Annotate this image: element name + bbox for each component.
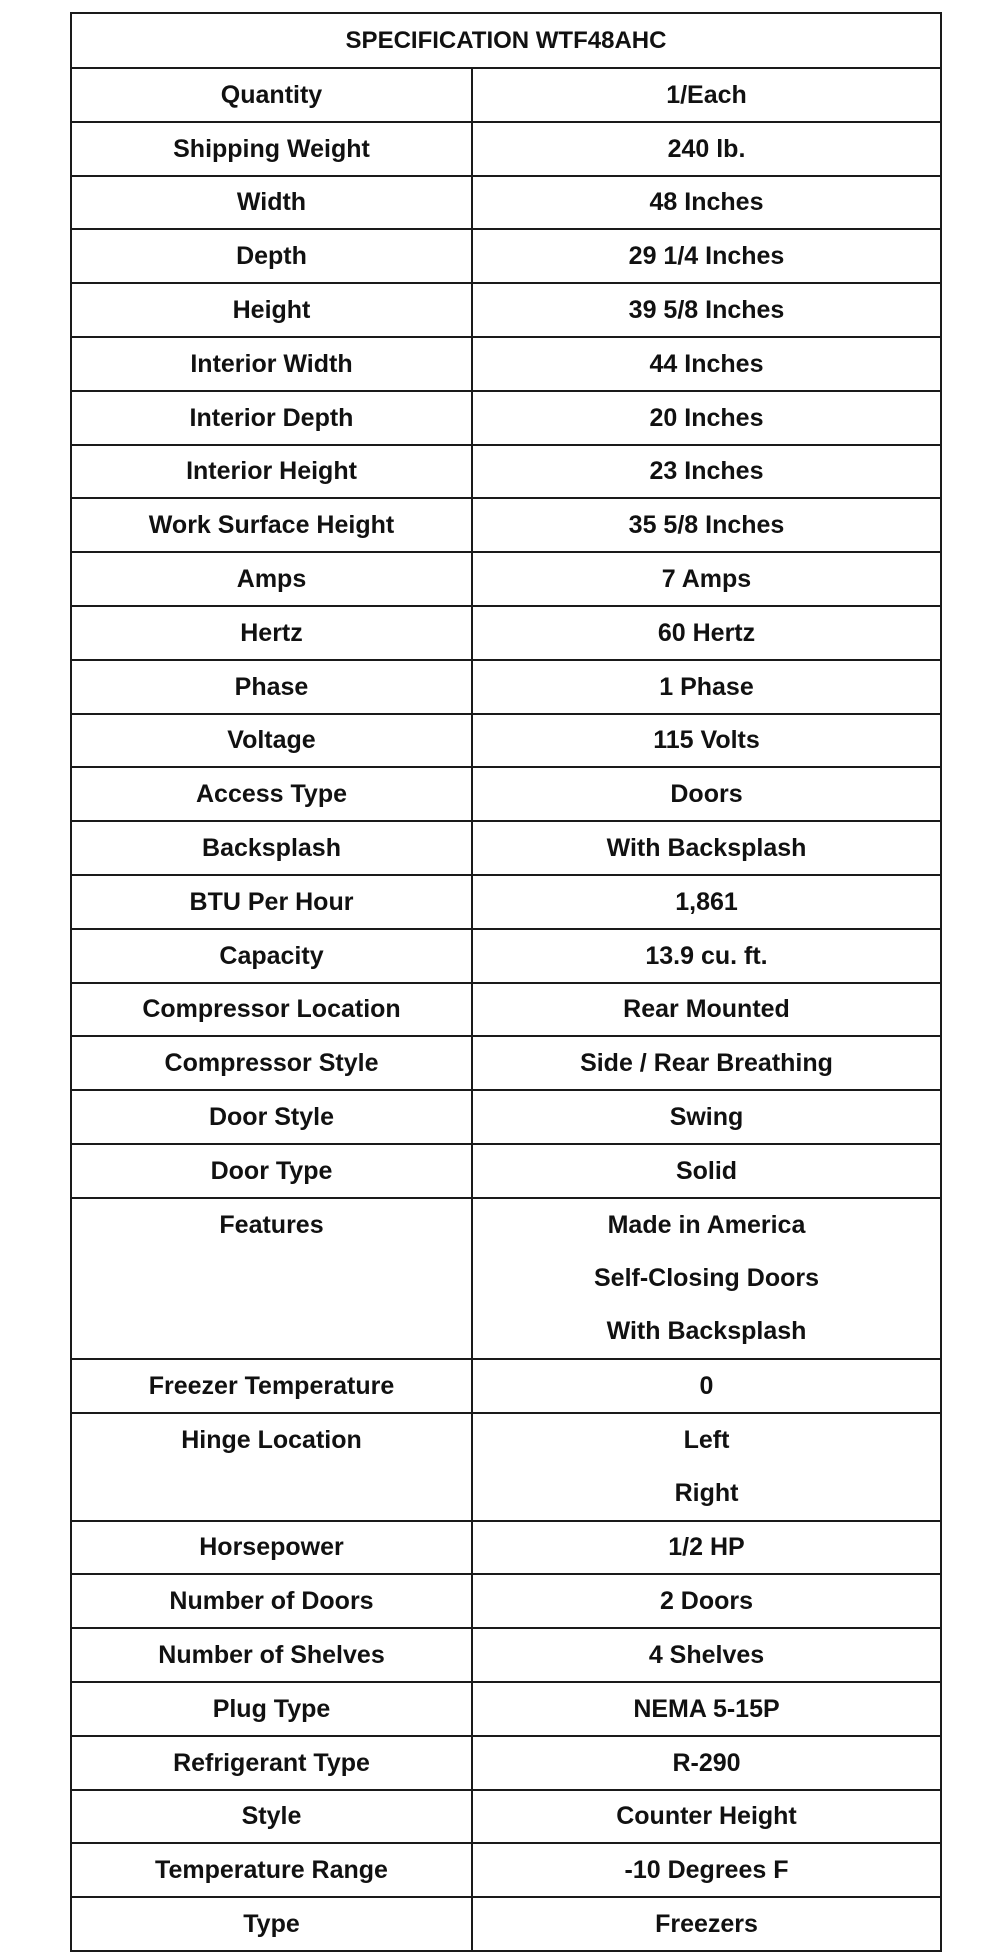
table-row	[71, 875, 941, 929]
spec-label: Depth	[71, 229, 472, 283]
table-title: SPECIFICATION WTF48AHC	[71, 13, 941, 68]
spec-value: 20 Inches	[472, 391, 941, 445]
table-row	[71, 1144, 941, 1198]
spec-value: 23 Inches	[472, 445, 941, 499]
spec-value: 44 Inches	[472, 337, 941, 391]
spec-label: Hinge Location	[71, 1413, 472, 1521]
table-header-row	[71, 13, 941, 68]
spec-value: Solid	[472, 1144, 941, 1198]
spec-value: Rear Mounted	[472, 983, 941, 1037]
spec-value: 1 Phase	[472, 660, 941, 714]
specification-table	[70, 12, 942, 1952]
spec-label: Interior Height	[71, 445, 472, 499]
spec-label: Horsepower	[71, 1521, 472, 1575]
table-row	[71, 660, 941, 714]
table-row	[71, 1574, 941, 1628]
spec-label: Type	[71, 1897, 472, 1951]
spec-value: 1/Each	[472, 68, 941, 122]
table-row	[71, 1628, 941, 1682]
table-row	[71, 1843, 941, 1897]
spec-label: Plug Type	[71, 1682, 472, 1736]
table-row	[71, 983, 941, 1037]
spec-value: 240 lb.	[472, 122, 941, 176]
table-row	[71, 1359, 941, 1413]
spec-label: Features	[71, 1198, 472, 1359]
spec-value: 1,861	[472, 875, 941, 929]
spec-label: Temperature Range	[71, 1843, 472, 1897]
table-row	[71, 498, 941, 552]
spec-value: 48 Inches	[472, 176, 941, 230]
spec-value: 35 5/8 Inches	[472, 498, 941, 552]
table-row	[71, 176, 941, 230]
spec-label: BTU Per Hour	[71, 875, 472, 929]
spec-label: Compressor Location	[71, 983, 472, 1037]
spec-value: 0	[472, 1359, 941, 1413]
spec-value: Side / Rear Breathing	[472, 1036, 941, 1090]
table-row	[71, 821, 941, 875]
table-row	[71, 1036, 941, 1090]
spec-label: Refrigerant Type	[71, 1736, 472, 1790]
spec-value: Swing	[472, 1090, 941, 1144]
spec-label: Height	[71, 283, 472, 337]
spec-label: Number of Shelves	[71, 1628, 472, 1682]
spec-label: Freezer Temperature	[71, 1359, 472, 1413]
table-row	[71, 1521, 941, 1575]
table-row	[71, 68, 941, 122]
table-row	[71, 714, 941, 768]
table-row	[71, 391, 941, 445]
table-row	[71, 1736, 941, 1790]
spec-label: Compressor Style	[71, 1036, 472, 1090]
table-row	[71, 1198, 941, 1359]
spec-value: Left	[683, 1425, 730, 1454]
table-row	[71, 229, 941, 283]
spec-label: Interior Width	[71, 337, 472, 391]
table-row	[71, 337, 941, 391]
spec-label: Width	[71, 176, 472, 230]
spec-label: Voltage	[71, 714, 472, 768]
table-row	[71, 1790, 941, 1844]
table-row	[71, 1682, 941, 1736]
table-row	[71, 552, 941, 606]
spec-value: Self-Closing Doors	[593, 1263, 819, 1292]
spec-value: With Backsplash	[606, 1316, 807, 1345]
spec-value: 60 Hertz	[472, 606, 941, 660]
table-row	[71, 1413, 941, 1521]
spec-value: Counter Height	[472, 1790, 941, 1844]
spec-label: Shipping Weight	[71, 122, 472, 176]
spec-value: NEMA 5-15P	[472, 1682, 941, 1736]
spec-label: Capacity	[71, 929, 472, 983]
table-body	[71, 68, 941, 1951]
spec-value-cell	[472, 1413, 941, 1521]
table-row	[71, 1897, 941, 1951]
spec-label: Work Surface Height	[71, 498, 472, 552]
table-row	[71, 1090, 941, 1144]
spec-label: Quantity	[71, 68, 472, 122]
spec-value: -10 Degrees F	[472, 1843, 941, 1897]
spec-value: With Backsplash	[472, 821, 941, 875]
spec-value: 7 Amps	[472, 552, 941, 606]
spec-value: 1/2 HP	[472, 1521, 941, 1575]
spec-value: R-290	[472, 1736, 941, 1790]
spec-value: 39 5/8 Inches	[472, 283, 941, 337]
spec-label: Interior Depth	[71, 391, 472, 445]
spec-label: Hertz	[71, 606, 472, 660]
spec-value: 4 Shelves	[472, 1628, 941, 1682]
spec-label: Phase	[71, 660, 472, 714]
table-row	[71, 445, 941, 499]
spec-label: Access Type	[71, 767, 472, 821]
spec-label: Style	[71, 1790, 472, 1844]
spec-value: Right	[674, 1478, 739, 1507]
spec-label: Amps	[71, 552, 472, 606]
table-row	[71, 606, 941, 660]
spec-label: Door Type	[71, 1144, 472, 1198]
table-row	[71, 283, 941, 337]
spec-value: 29 1/4 Inches	[472, 229, 941, 283]
spec-label: Number of Doors	[71, 1574, 472, 1628]
spec-label: Backsplash	[71, 821, 472, 875]
spec-value: Made in America	[607, 1210, 806, 1239]
spec-value: 2 Doors	[472, 1574, 941, 1628]
table-row	[71, 767, 941, 821]
table-row	[71, 929, 941, 983]
spec-value: Freezers	[472, 1897, 941, 1951]
spec-label: Door Style	[71, 1090, 472, 1144]
spec-value: Doors	[472, 767, 941, 821]
spec-value: 115 Volts	[472, 714, 941, 768]
spec-value-cell	[472, 1198, 941, 1359]
spec-value: 13.9 cu. ft.	[472, 929, 941, 983]
table-row	[71, 122, 941, 176]
